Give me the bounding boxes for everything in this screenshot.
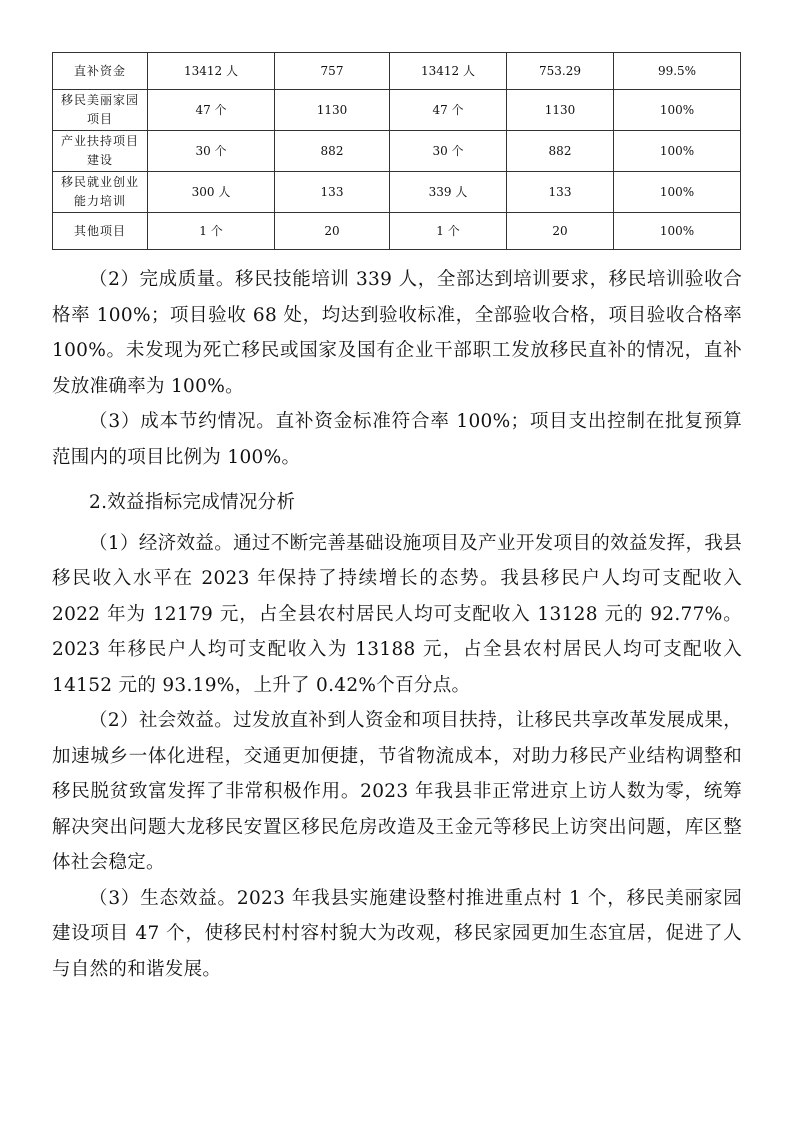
planned-amount: 1130 bbox=[275, 90, 390, 131]
paragraph-ecological-benefit: （3）生态效益。2023 年我县实施建设整村推进重点村 1 个，移民美丽家园建设项目 47 个，使移民村村容村貌大为改观，移民家园更加生态宜居，促进了人与自然的和谐发展。 bbox=[52, 887, 742, 980]
actual-amount: 753.29 bbox=[507, 53, 614, 90]
actual-amount: 1130 bbox=[507, 90, 614, 131]
actual-amount: 882 bbox=[507, 131, 614, 172]
planned-amount: 133 bbox=[275, 172, 390, 213]
project-summary-table bbox=[52, 52, 741, 250]
planned-quantity: 47 个 bbox=[148, 90, 275, 131]
table-row bbox=[53, 53, 741, 90]
actual-amount: 133 bbox=[507, 172, 614, 213]
paragraph-completion-quality: （2）完成质量。移民技能培训 339 人，全部达到培训要求，移民培训验收合格率 100%；项目验收 68 处，均达到验收标准，全部验收合格，项目验收合格率 100%。未发现为死亡移民或国家及国有企业干部职工发放移民直补的情况，直补发放准确率为 100%。 bbox=[52, 269, 742, 397]
paragraph-cost-saving: （3）成本节约情况。直补资金标准符合率 100%；项目支出控制在批复预算范围内的项目比例为 100%。 bbox=[52, 411, 742, 468]
completion-rate: 100% bbox=[614, 172, 741, 213]
completion-rate: 100% bbox=[614, 90, 741, 131]
table-row bbox=[53, 131, 741, 172]
paragraph-economic-benefit: （1）经济效益。通过不断完善基础设施项目及产业开发项目的效益发挥，我县移民收入水平在 2023 年保持了持续增长的态势。我县移民户人均可支配收入 2022 年为 12179 元，占全县农村居民人均可支配收入 13128 元的 92.77%。2023 年移民户人均可支配收入为 13188 元，占全县农村居民人均可支配收入 14152 元的 93.19%，上升了 0.42%个百分点。 bbox=[52, 532, 742, 696]
completion-rate: 100% bbox=[614, 213, 741, 250]
row-name: 其他项目 bbox=[53, 213, 148, 250]
row-name: 直补资金 bbox=[53, 53, 148, 90]
body-text bbox=[52, 262, 742, 987]
table-row bbox=[53, 172, 741, 213]
actual-quantity: 1 个 bbox=[390, 213, 507, 250]
row-name: 产业扶持项目建设 bbox=[53, 131, 148, 172]
actual-quantity: 30 个 bbox=[390, 131, 507, 172]
planned-quantity: 30 个 bbox=[148, 131, 275, 172]
table-row bbox=[53, 90, 741, 131]
table-row bbox=[53, 213, 741, 250]
planned-amount: 20 bbox=[275, 213, 390, 250]
planned-amount: 757 bbox=[275, 53, 390, 90]
actual-amount: 20 bbox=[507, 213, 614, 250]
row-name: 移民美丽家园项目 bbox=[53, 90, 148, 131]
completion-rate: 99.5% bbox=[614, 53, 741, 90]
row-name: 移民就业创业能力培训 bbox=[53, 172, 148, 213]
planned-quantity: 1 个 bbox=[148, 213, 275, 250]
actual-quantity: 47 个 bbox=[390, 90, 507, 131]
planned-amount: 882 bbox=[275, 131, 390, 172]
planned-quantity: 300 人 bbox=[148, 172, 275, 213]
actual-quantity: 13412 人 bbox=[390, 53, 507, 90]
paragraph-social-benefit: （2）社会效益。过发放直补到人资金和项目扶持，让移民共享改革发展成果，加速城乡一体化进程，交通更加便捷，节省物流成本，对助力移民产业结构调整和移民脱贫致富发挥了非常积极作用。2023 年我县非正常进京上访人数为零，统筹解决突出问题大龙移民安置区移民危房改造及王金元等移民上访突出问题，库区整体社会稳定。 bbox=[52, 710, 742, 873]
actual-quantity: 339 人 bbox=[390, 172, 507, 213]
completion-rate: 100% bbox=[614, 131, 741, 172]
section-heading: 2.效益指标完成情况分析 bbox=[89, 492, 296, 513]
planned-quantity: 13412 人 bbox=[148, 53, 275, 90]
